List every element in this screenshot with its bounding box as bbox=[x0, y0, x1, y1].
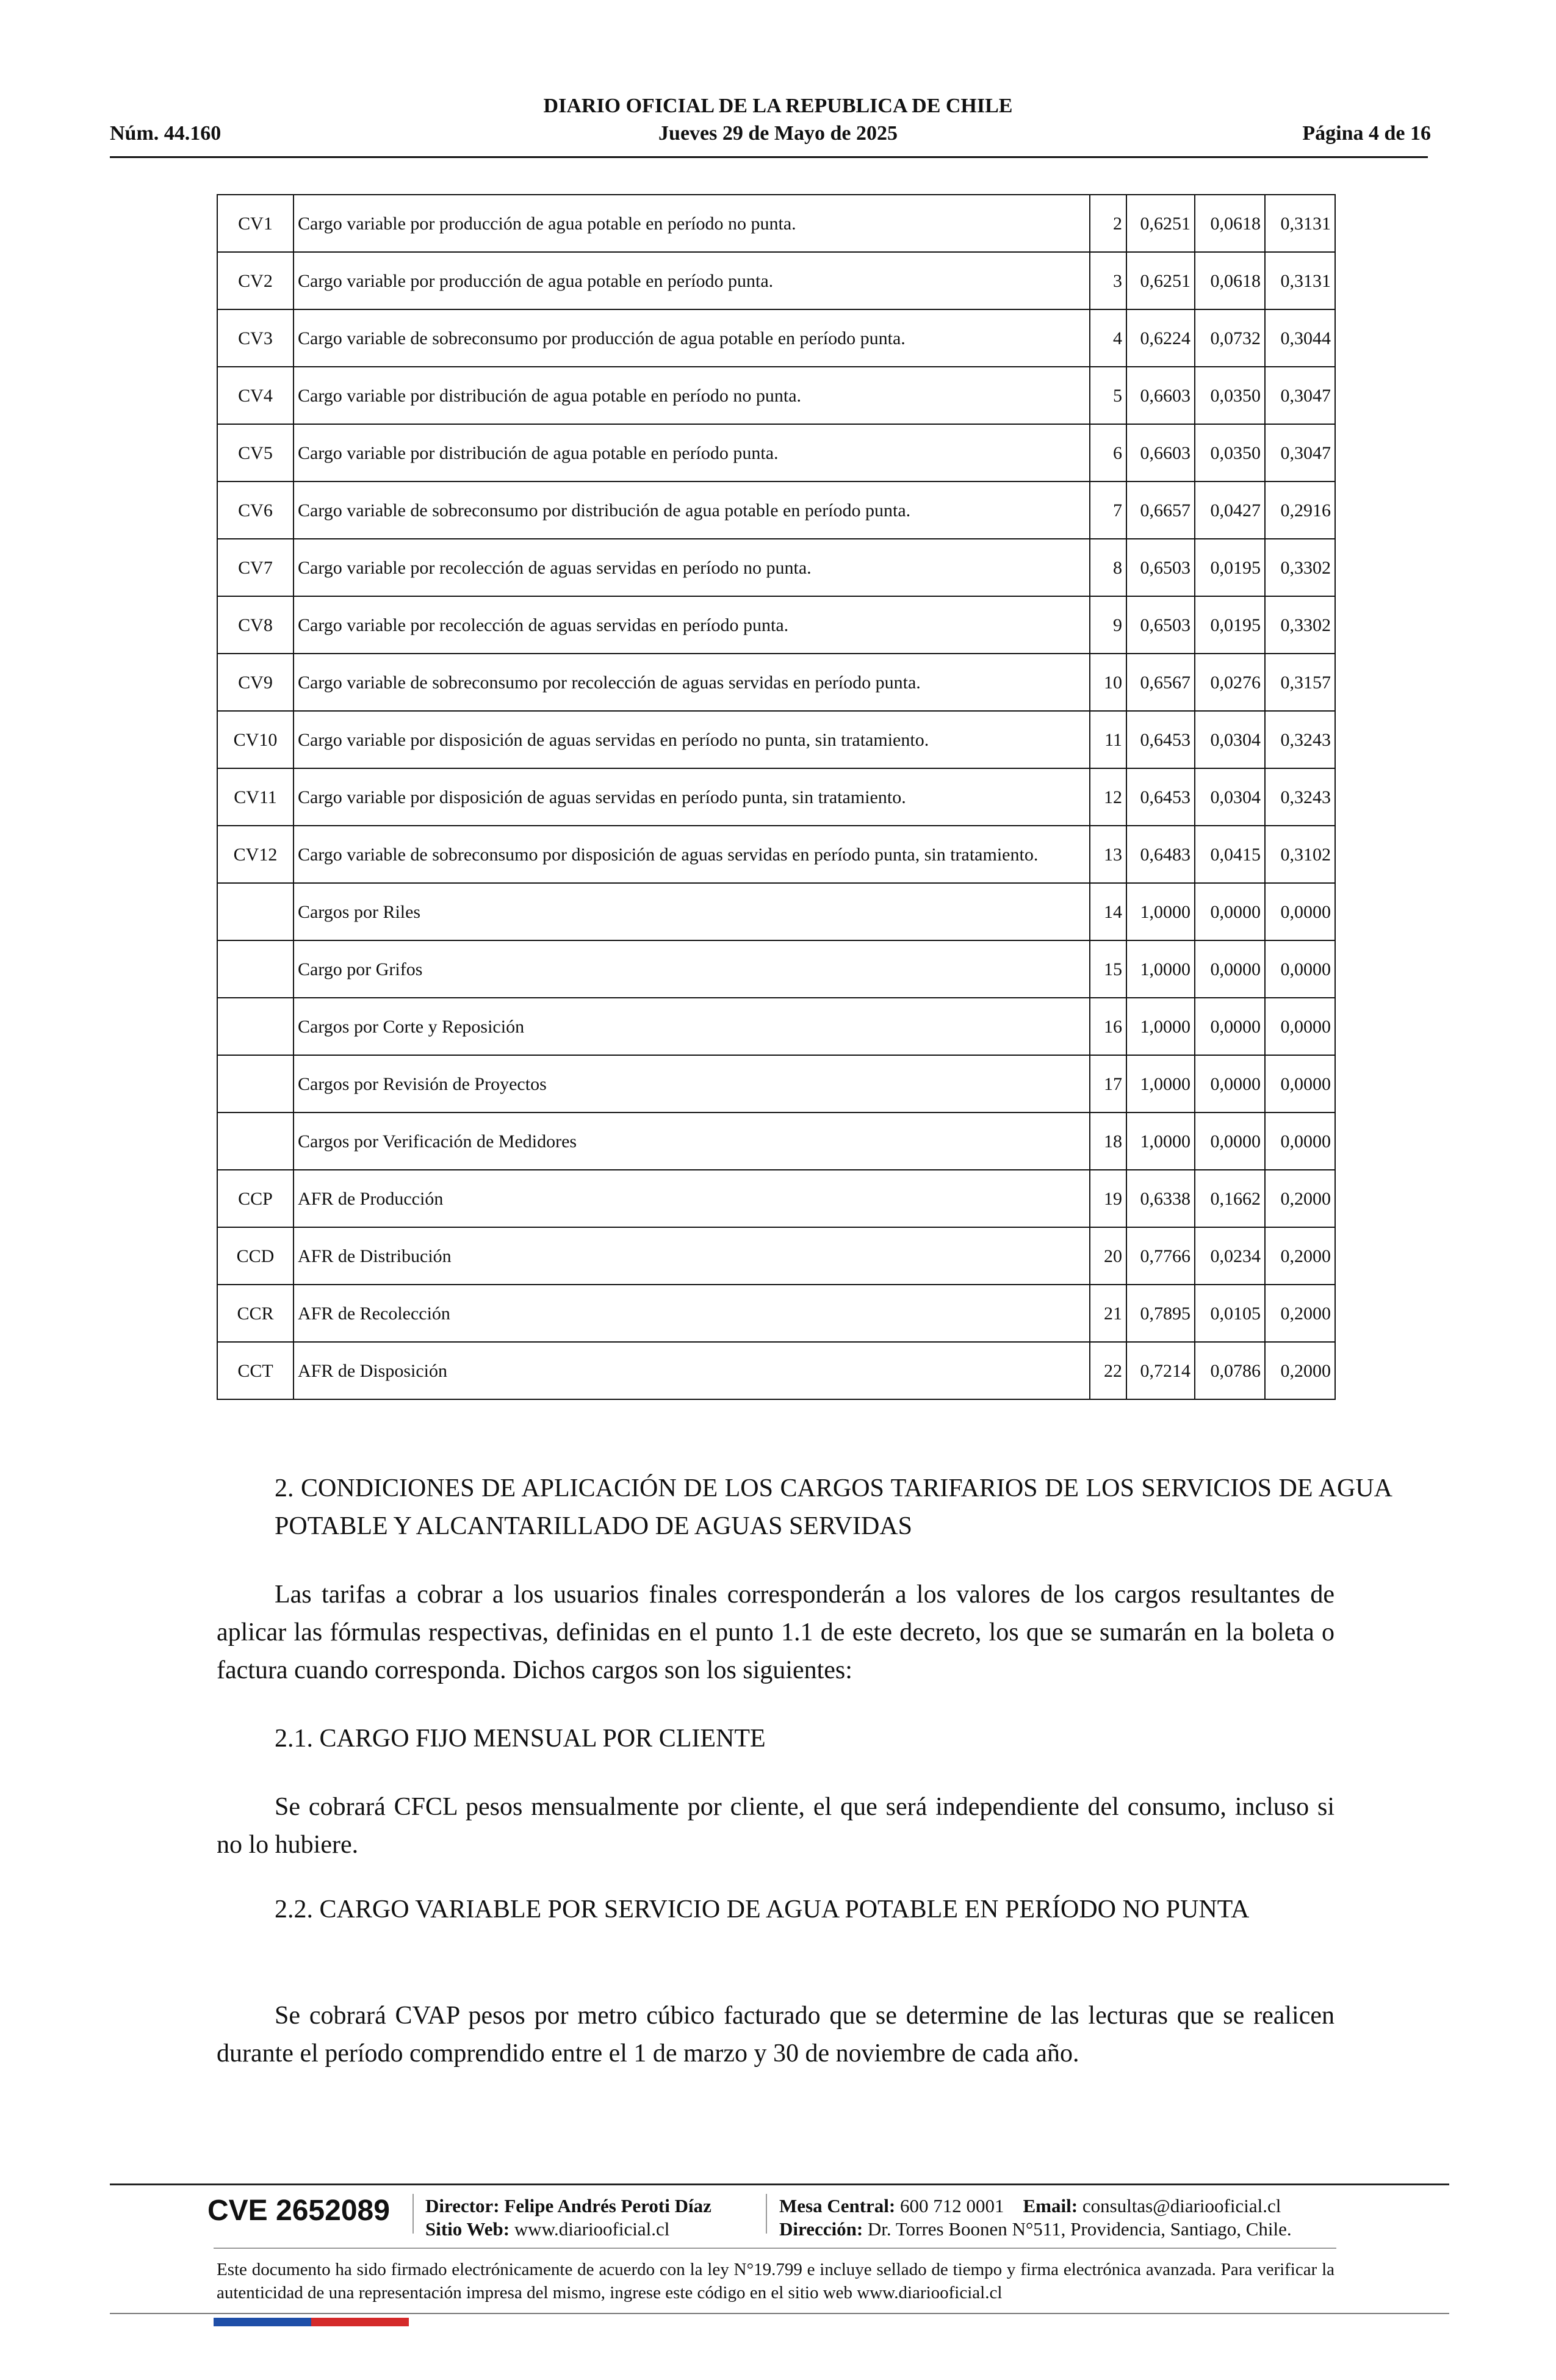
coefficient-1-cell: 0,6483 bbox=[1126, 826, 1195, 883]
charge-description-cell: Cargo variable por distribución de agua potable en período punta. bbox=[294, 424, 1090, 481]
footer-bottom-divider bbox=[110, 2313, 1449, 2314]
coefficient-2-cell: 0,0000 bbox=[1195, 1055, 1265, 1112]
authenticity-note: Este documento ha sido firmado electrónicamente de acuerdo con la ley N°19.799 e incluye sellado de tiempo y firma electrónica avanzada. Para verificar la autenticidad de una representación impresa del mismo, ingrese este código en el sitio web www.diariooficial.cl bbox=[217, 2260, 1334, 2302]
polynomial-number-cell: 2 bbox=[1090, 195, 1126, 252]
table-row bbox=[217, 367, 1335, 424]
charge-code-cell: CV11 bbox=[217, 768, 294, 826]
coefficient-1-cell: 0,6251 bbox=[1126, 252, 1195, 309]
coefficient-3-cell: 0,3131 bbox=[1265, 195, 1335, 252]
table-row bbox=[217, 195, 1335, 252]
contact-line bbox=[779, 2194, 1281, 2218]
address-label: Dirección: bbox=[779, 2218, 863, 2240]
coefficient-1-cell: 1,0000 bbox=[1126, 1112, 1195, 1170]
table-row bbox=[217, 1112, 1335, 1170]
charge-code-cell bbox=[217, 883, 294, 940]
charge-description-cell: Cargos por Riles bbox=[294, 883, 1090, 940]
coefficient-1-cell: 0,6453 bbox=[1126, 711, 1195, 768]
charge-code-cell: CCP bbox=[217, 1170, 294, 1227]
coefficient-1-cell: 0,6338 bbox=[1126, 1170, 1195, 1227]
coefficient-2-cell: 0,0000 bbox=[1195, 1112, 1265, 1170]
coefficient-2-cell: 0,0000 bbox=[1195, 998, 1265, 1055]
coefficient-3-cell: 0,3157 bbox=[1265, 654, 1335, 711]
coefficient-1-cell: 0,6224 bbox=[1126, 309, 1195, 367]
polynomial-number-cell: 8 bbox=[1090, 539, 1126, 596]
coefficient-2-cell: 0,0000 bbox=[1195, 883, 1265, 940]
director-label: Director: bbox=[425, 2195, 500, 2216]
director-line bbox=[425, 2194, 711, 2218]
polynomial-number-cell: 21 bbox=[1090, 1285, 1126, 1342]
coefficient-2-cell: 0,0350 bbox=[1195, 424, 1265, 481]
coefficient-1-cell: 1,0000 bbox=[1126, 940, 1195, 998]
coefficient-1-cell: 0,6603 bbox=[1126, 367, 1195, 424]
coefficient-3-cell: 0,0000 bbox=[1265, 883, 1335, 940]
table-row bbox=[217, 883, 1335, 940]
polynomial-number-cell: 17 bbox=[1090, 1055, 1126, 1112]
coefficient-2-cell: 0,0618 bbox=[1195, 252, 1265, 309]
coefficient-3-cell: 0,3131 bbox=[1265, 252, 1335, 309]
footer-divider bbox=[110, 2183, 1449, 2185]
charge-description-cell: Cargo variable de sobreconsumo por distribución de agua potable en período punta. bbox=[294, 481, 1090, 539]
charge-code-cell: CV8 bbox=[217, 596, 294, 654]
charge-description-cell: Cargo variable por producción de agua potable en período punta. bbox=[294, 252, 1090, 309]
charge-code-cell: CV12 bbox=[217, 826, 294, 883]
coefficient-1-cell: 0,6251 bbox=[1126, 195, 1195, 252]
polynomial-number-cell: 14 bbox=[1090, 883, 1126, 940]
website-link[interactable]: www.diariooficial.cl bbox=[514, 2218, 670, 2240]
charge-description-cell: Cargo variable por disposición de aguas servidas en período no punta, sin tratamiento. bbox=[294, 711, 1090, 768]
charge-description-cell: Cargos por Corte y Reposición bbox=[294, 998, 1090, 1055]
website-label: Sitio Web: bbox=[425, 2218, 510, 2240]
coefficient-1-cell: 0,6657 bbox=[1126, 481, 1195, 539]
coefficient-1-cell: 0,6453 bbox=[1126, 768, 1195, 826]
charge-code-cell: CV5 bbox=[217, 424, 294, 481]
charge-code-cell bbox=[217, 1112, 294, 1170]
coefficient-3-cell: 0,2000 bbox=[1265, 1227, 1335, 1285]
footer-separator bbox=[766, 2194, 767, 2234]
coefficient-3-cell: 0,3302 bbox=[1265, 539, 1335, 596]
coefficient-2-cell: 0,0105 bbox=[1195, 1285, 1265, 1342]
polynomial-number-cell: 15 bbox=[1090, 940, 1126, 998]
coefficient-3-cell: 0,0000 bbox=[1265, 1112, 1335, 1170]
coefficient-3-cell: 0,2000 bbox=[1265, 1170, 1335, 1227]
footer-separator bbox=[412, 2194, 414, 2234]
table-row bbox=[217, 1227, 1335, 1285]
coefficient-1-cell: 0,6567 bbox=[1126, 654, 1195, 711]
charge-description-cell: AFR de Disposición bbox=[294, 1342, 1090, 1399]
coefficient-1-cell: 0,7766 bbox=[1126, 1227, 1195, 1285]
coefficient-1-cell: 0,6503 bbox=[1126, 539, 1195, 596]
polynomial-number-cell: 12 bbox=[1090, 768, 1126, 826]
charge-code-cell: CV10 bbox=[217, 711, 294, 768]
coefficient-3-cell: 0,3047 bbox=[1265, 367, 1335, 424]
coefficient-2-cell: 0,0195 bbox=[1195, 539, 1265, 596]
charge-description-cell: Cargo variable por producción de agua potable en período no punta. bbox=[294, 195, 1090, 252]
coefficient-3-cell: 0,2000 bbox=[1265, 1342, 1335, 1399]
polynomial-number-cell: 16 bbox=[1090, 998, 1126, 1055]
coefficient-3-cell: 0,3044 bbox=[1265, 309, 1335, 367]
charge-code-cell: CV6 bbox=[217, 481, 294, 539]
coefficient-1-cell: 0,6603 bbox=[1126, 424, 1195, 481]
table-row bbox=[217, 596, 1335, 654]
table-row bbox=[217, 539, 1335, 596]
coefficient-2-cell: 0,0195 bbox=[1195, 596, 1265, 654]
table-row bbox=[217, 424, 1335, 481]
polynomial-number-cell: 10 bbox=[1090, 654, 1126, 711]
coefficient-3-cell: 0,3102 bbox=[1265, 826, 1335, 883]
table-row bbox=[217, 1342, 1335, 1399]
coefficient-2-cell: 0,0304 bbox=[1195, 768, 1265, 826]
charge-code-cell: CV1 bbox=[217, 195, 294, 252]
tariff-indexation-table bbox=[217, 194, 1336, 1400]
section-2-paragraph: Las tarifas a cobrar a los usuarios finales corresponderán a los valores de los cargos resultantes de aplicar las fórmulas respectivas, definidas en el punto 1.1 de este decreto, los que se sumarán en la boleta o factura cuando corresponda. Dichos cargos son los siguientes: bbox=[217, 1581, 1334, 1684]
table-row bbox=[217, 309, 1335, 367]
address-value: Dr. Torres Boonen N°511, Providencia, Santiago, Chile. bbox=[867, 2218, 1292, 2240]
section-2-heading: 2. CONDICIONES DE APLICACIÓN DE LOS CARGOS TARIFARIOS DE LOS SERVICIOS DE AGUA POTABLE Y ALCANTARILLADO DE AGUAS SERVIDAS bbox=[275, 1474, 1392, 1540]
table-row bbox=[217, 481, 1335, 539]
charge-description-cell: Cargo por Grifos bbox=[294, 940, 1090, 998]
section-2-2-heading: 2.2. CARGO VARIABLE POR SERVICIO DE AGUA POTABLE EN PERÍODO NO PUNTA bbox=[275, 1895, 1250, 1924]
charge-description-cell: Cargo variable de sobreconsumo por producción de agua potable en período punta. bbox=[294, 309, 1090, 367]
polynomial-number-cell: 11 bbox=[1090, 711, 1126, 768]
polynomial-number-cell: 18 bbox=[1090, 1112, 1126, 1170]
charge-description-cell: Cargo variable de sobreconsumo por disposición de aguas servidas en período punta, sin tratamiento. bbox=[294, 826, 1090, 883]
page-indicator: Página 4 de 16 bbox=[1302, 122, 1431, 145]
newspaper-title: DIARIO OFICIAL DE LA REPUBLICA DE CHILE bbox=[543, 95, 1013, 117]
coefficient-2-cell: 0,0350 bbox=[1195, 367, 1265, 424]
coefficient-1-cell: 0,6503 bbox=[1126, 596, 1195, 654]
charge-code-cell bbox=[217, 1055, 294, 1112]
polynomial-number-cell: 3 bbox=[1090, 252, 1126, 309]
charge-code-cell: CCT bbox=[217, 1342, 294, 1399]
coefficient-2-cell: 0,1662 bbox=[1195, 1170, 1265, 1227]
charge-description-cell: AFR de Recolección bbox=[294, 1285, 1090, 1342]
coefficient-3-cell: 0,2000 bbox=[1265, 1285, 1335, 1342]
coefficient-2-cell: 0,0415 bbox=[1195, 826, 1265, 883]
table-row bbox=[217, 711, 1335, 768]
polynomial-number-cell: 9 bbox=[1090, 596, 1126, 654]
charge-description-cell: Cargo variable por distribución de agua potable en período no punta. bbox=[294, 367, 1090, 424]
charge-code-cell: CCR bbox=[217, 1285, 294, 1342]
polynomial-number-cell: 6 bbox=[1090, 424, 1126, 481]
coefficient-2-cell: 0,0786 bbox=[1195, 1342, 1265, 1399]
coefficient-1-cell: 0,7895 bbox=[1126, 1285, 1195, 1342]
mesa-label: Mesa Central: bbox=[779, 2195, 896, 2216]
charge-code-cell: CV7 bbox=[217, 539, 294, 596]
coefficient-2-cell: 0,0276 bbox=[1195, 654, 1265, 711]
issue-number: Núm. 44.160 bbox=[110, 122, 222, 145]
table-row bbox=[217, 826, 1335, 883]
email-link[interactable]: consultas@diariooficial.cl bbox=[1082, 2195, 1281, 2216]
polynomial-number-cell: 5 bbox=[1090, 367, 1126, 424]
table-row bbox=[217, 654, 1335, 711]
table-row bbox=[217, 252, 1335, 309]
polynomial-number-cell: 19 bbox=[1090, 1170, 1126, 1227]
flag-stripe-red bbox=[311, 2318, 409, 2326]
charge-code-cell: CV3 bbox=[217, 309, 294, 367]
section-2-1-heading: 2.1. CARGO FIJO MENSUAL POR CLIENTE bbox=[275, 1725, 766, 1753]
coefficient-2-cell: 0,0618 bbox=[1195, 195, 1265, 252]
table-row bbox=[217, 1285, 1335, 1342]
table-row bbox=[217, 1055, 1335, 1112]
polynomial-number-cell: 4 bbox=[1090, 309, 1126, 367]
cve-code: CVE 2652089 bbox=[207, 2194, 390, 2227]
coefficient-1-cell: 1,0000 bbox=[1126, 883, 1195, 940]
coefficient-2-cell: 0,0427 bbox=[1195, 481, 1265, 539]
table-row bbox=[217, 998, 1335, 1055]
coefficient-3-cell: 0,3302 bbox=[1265, 596, 1335, 654]
coefficient-3-cell: 0,0000 bbox=[1265, 940, 1335, 998]
mesa-phone: 600 712 0001 bbox=[900, 2195, 1004, 2216]
polynomial-number-cell: 22 bbox=[1090, 1342, 1126, 1399]
flag-stripe-blue bbox=[214, 2318, 311, 2326]
charge-code-cell: CV9 bbox=[217, 654, 294, 711]
coefficient-1-cell: 1,0000 bbox=[1126, 1055, 1195, 1112]
coefficient-3-cell: 0,3243 bbox=[1265, 711, 1335, 768]
charge-code-cell: CV4 bbox=[217, 367, 294, 424]
issue-date: Jueves 29 de Mayo de 2025 bbox=[658, 122, 898, 145]
footer-inner-divider bbox=[214, 2248, 1336, 2249]
coefficient-3-cell: 0,2916 bbox=[1265, 481, 1335, 539]
table-body bbox=[217, 195, 1335, 1399]
polynomial-number-cell: 7 bbox=[1090, 481, 1126, 539]
table-row bbox=[217, 1170, 1335, 1227]
charge-code-cell: CCD bbox=[217, 1227, 294, 1285]
coefficient-2-cell: 0,0234 bbox=[1195, 1227, 1265, 1285]
coefficient-3-cell: 0,0000 bbox=[1265, 1055, 1335, 1112]
polynomial-number-cell: 20 bbox=[1090, 1227, 1126, 1285]
coefficient-1-cell: 1,0000 bbox=[1126, 998, 1195, 1055]
coefficient-2-cell: 0,0732 bbox=[1195, 309, 1265, 367]
charge-description-cell: AFR de Producción bbox=[294, 1170, 1090, 1227]
coefficient-3-cell: 0,3243 bbox=[1265, 768, 1335, 826]
coefficient-1-cell: 0,7214 bbox=[1126, 1342, 1195, 1399]
charge-description-cell: AFR de Distribución bbox=[294, 1227, 1090, 1285]
charge-description-cell: Cargo variable de sobreconsumo por recolección de aguas servidas en período punta. bbox=[294, 654, 1090, 711]
charge-description-cell: Cargo variable por disposición de aguas servidas en período punta, sin tratamiento. bbox=[294, 768, 1090, 826]
coefficient-3-cell: 0,3047 bbox=[1265, 424, 1335, 481]
table-row bbox=[217, 940, 1335, 998]
charge-code-cell: CV2 bbox=[217, 252, 294, 309]
charge-description-cell: Cargos por Revisión de Proyectos bbox=[294, 1055, 1090, 1112]
section-2-1-paragraph: Se cobrará CFCL pesos mensualmente por cliente, el que será independiente del consumo, incluso si no lo hubiere. bbox=[217, 1793, 1334, 1859]
charge-description-cell: Cargo variable por recolección de aguas servidas en período punta. bbox=[294, 596, 1090, 654]
director-name: Felipe Andrés Peroti Díaz bbox=[504, 2195, 711, 2216]
header-divider bbox=[110, 156, 1428, 158]
address-line bbox=[779, 2217, 1292, 2241]
charge-description-cell: Cargos por Verificación de Medidores bbox=[294, 1112, 1090, 1170]
charge-code-cell bbox=[217, 998, 294, 1055]
coefficient-3-cell: 0,0000 bbox=[1265, 998, 1335, 1055]
charge-description-cell: Cargo variable por recolección de aguas servidas en período no punta. bbox=[294, 539, 1090, 596]
polynomial-number-cell: 13 bbox=[1090, 826, 1126, 883]
email-label: Email: bbox=[1023, 2195, 1078, 2216]
section-2-2-paragraph: Se cobrará CVAP pesos por metro cúbico facturado que se determine de las lecturas que se realicen durante el período comprendido entre el 1 de marzo y 30 de noviembre de cada año. bbox=[217, 2002, 1334, 2068]
charge-code-cell bbox=[217, 940, 294, 998]
table-row bbox=[217, 768, 1335, 826]
coefficient-2-cell: 0,0000 bbox=[1195, 940, 1265, 998]
coefficient-2-cell: 0,0304 bbox=[1195, 711, 1265, 768]
website-line bbox=[425, 2217, 669, 2241]
